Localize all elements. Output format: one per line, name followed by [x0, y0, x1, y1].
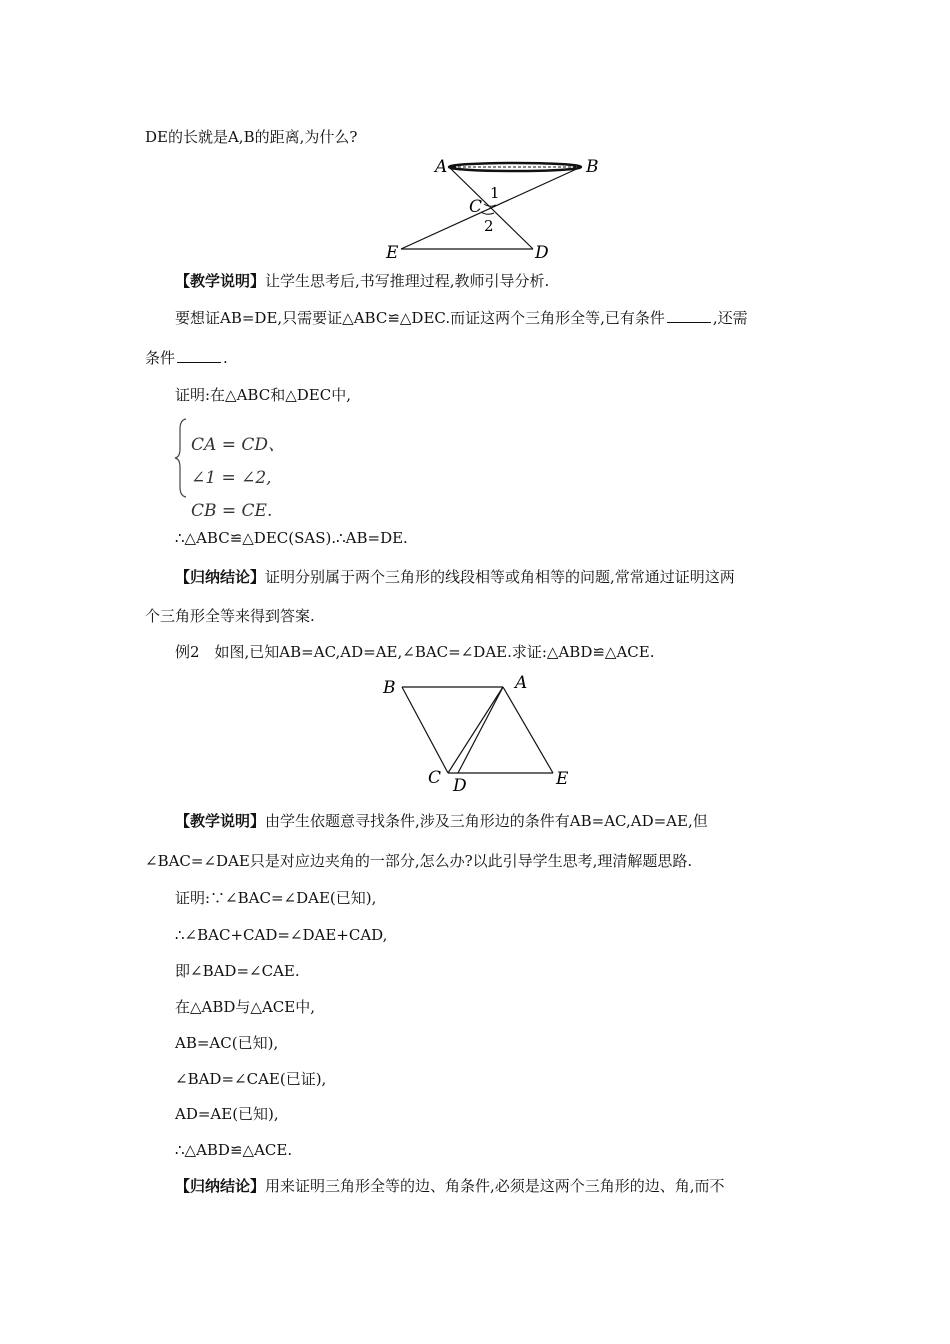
think-line-2: 条件 .: [145, 349, 228, 367]
think-line-1: 要想证AB=DE,只需要证△ABC≌△DEC.而证这两个三角形全等,已有条件 ,还需: [175, 309, 748, 327]
intro-text: DE的长就是A,B的距离,为什么?: [145, 128, 358, 146]
example-2-title: 例2 如图,已知AB=AC,AD=AE,∠BAC=∠DAE.求证:△ABD≌△ACE.: [175, 643, 655, 661]
label-A: A: [435, 157, 448, 177]
condition-2: ∠1 = ∠2,: [191, 468, 272, 488]
label-1: 1: [490, 184, 500, 202]
segment-BC: [402, 687, 448, 773]
label-E: E: [386, 243, 399, 262]
segment-BE: [401, 167, 581, 249]
summary-1-line2: 个三角形全等来得到答案.: [145, 607, 315, 625]
brace-symbol: [174, 417, 190, 499]
label-A: A: [515, 673, 528, 693]
proof2-line-5: AB=AC(已知),: [175, 1034, 279, 1052]
figure-2: [375, 672, 575, 792]
condition-3: CB = CE.: [191, 501, 273, 521]
figure-1: [383, 152, 603, 262]
segment-AC: [448, 687, 503, 773]
proof2-line-6: ∠BAD=∠CAE(已证),: [175, 1070, 327, 1088]
segment-AD: [458, 687, 503, 773]
proof1-intro: 证明:在△ABC和△DEC中,: [175, 386, 351, 404]
summary-2: 【归纳结论】用来证明三角形全等的边、角条件,必须是这两个三角形的边、角,而不: [175, 1177, 725, 1195]
label-D: D: [535, 243, 549, 262]
angle-arc-1: [484, 204, 496, 206]
label-E: E: [556, 769, 569, 789]
segment-AE: [503, 687, 553, 773]
answer-blank-1[interactable]: [667, 308, 711, 323]
label-B: B: [586, 157, 599, 177]
teaching-note-1: [175, 271, 549, 291]
teaching-text: 让学生思考后,书写推理过程,教师引导分析.: [265, 272, 550, 290]
proof2-line-7: AD=AE(已知),: [175, 1105, 279, 1123]
proof2-line-4: 在△ABD与△ACE中,: [175, 998, 315, 1016]
label-D: D: [453, 776, 467, 792]
label-C: C: [469, 197, 483, 217]
condition-1: CA = CD、: [191, 435, 285, 455]
teaching-note-2-line2: ∠BAC=∠DAE只是对应边夹角的一部分,怎么办?以此引导学生思考,理清解题思路.: [145, 852, 693, 870]
angle-arc-2: [481, 212, 494, 214]
teaching-tag: 【教学说明】: [175, 272, 266, 290]
answer-blank-2[interactable]: [177, 348, 221, 363]
teaching-note-2: 【教学说明】由学生依题意寻找条件,涉及三角形边的条件有AB=AC,AD=AE,但: [175, 812, 708, 830]
summary-1: 【归纳结论】证明分别属于两个三角形的线段相等或角相等的问题,常常通过证明这两: [175, 568, 735, 586]
label-B: B: [383, 678, 396, 698]
proof2-line-8: ∴△ABD≌△ACE.: [175, 1141, 293, 1159]
proof2-line-3: 即∠BAD=∠CAE.: [175, 962, 300, 980]
label-2: 2: [484, 217, 494, 235]
proof2-line-2: ∴∠BAC+CAD=∠DAE+CAD,: [175, 926, 388, 944]
proof1-conclusion: ∴△ABC≌△DEC(SAS).∴AB=DE.: [175, 529, 408, 547]
label-C: C: [428, 768, 442, 788]
proof2-line-1: 证明:∵∠BAC=∠DAE(已知),: [175, 889, 377, 907]
